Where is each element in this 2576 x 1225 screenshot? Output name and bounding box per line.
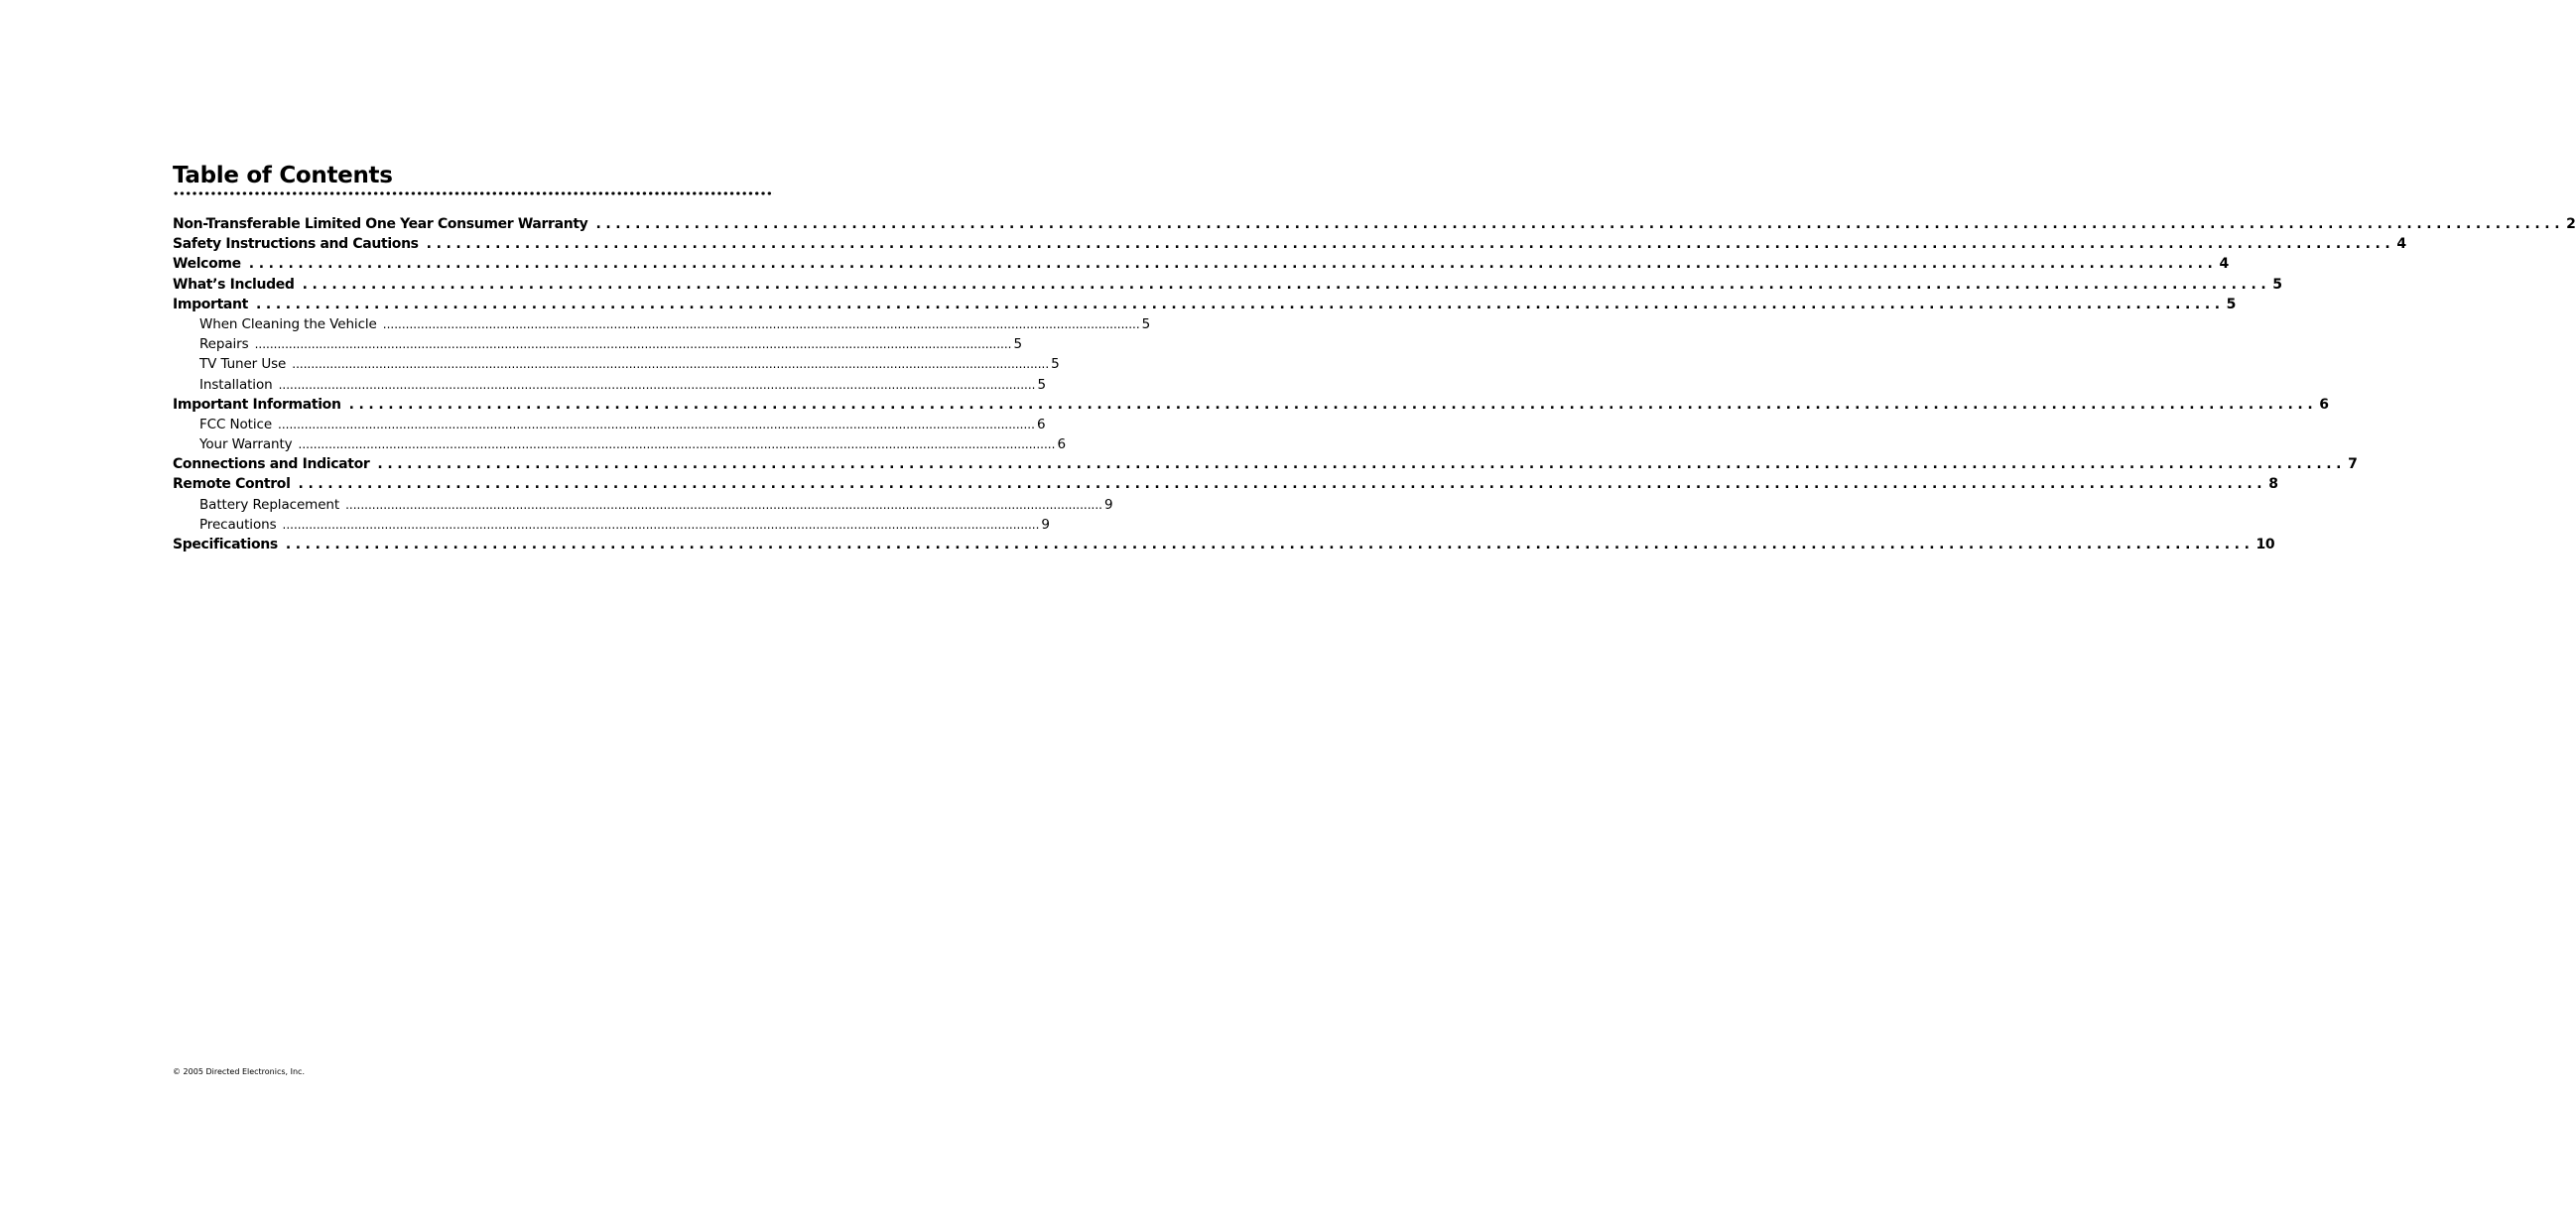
toc-page-number: 6 [1057, 436, 1066, 453]
toc-subentry[interactable] [173, 495, 1113, 515]
toc-entry[interactable] [173, 454, 2358, 474]
toc-subentry[interactable] [173, 415, 1046, 434]
toc-entry-label: Specifications [173, 537, 278, 552]
toc-page-number: 10 [2255, 537, 2275, 552]
toc-entry[interactable] [173, 214, 2576, 234]
toc-entry-label: Precautions [199, 516, 277, 533]
toc-page-number: 5 [1013, 336, 1022, 353]
toc-page-number: 9 [1041, 516, 1050, 533]
toc-dot-leader: ........................................................................................................................................................................................................ [377, 456, 2347, 473]
toc-dot-leader: ........................................................................................................................................................................................................ [292, 357, 1050, 372]
toc-subentry[interactable] [173, 375, 1046, 395]
toc-entry-label: Remote Control [173, 476, 291, 493]
title-dotted-rule [173, 190, 774, 196]
copyright-footer: © 2005 Directed Electronics, Inc. [173, 1067, 305, 1076]
page-title: Table of Contents [173, 163, 393, 188]
toc-page-number: 7 [2348, 456, 2358, 473]
toc-subentry[interactable] [173, 354, 1060, 374]
toc-page-number: 6 [1036, 416, 1046, 432]
toc-entry-label: Safety Instructions and Cautions [173, 236, 419, 253]
toc-page-number: 6 [2319, 396, 2329, 413]
toc-page-number: 4 [2396, 236, 2406, 253]
toc-dot-leader: ........................................................................................................................................................................................................ [256, 296, 2225, 312]
toc-entry-label: Important [173, 296, 248, 312]
toc-entry-label: Welcome [173, 256, 241, 273]
toc-entry[interactable] [173, 254, 2229, 274]
toc-dot-leader: ........................................................................................................................................................................................................ [298, 476, 2267, 493]
toc-entry-label: When Cleaning the Vehicle [199, 315, 377, 332]
toc-subentry[interactable] [173, 515, 1050, 535]
toc-subentry[interactable] [173, 334, 1022, 354]
toc-entry[interactable] [173, 275, 2282, 295]
toc-entry-label: Battery Replacement [199, 496, 340, 513]
toc-page-number: 9 [1103, 496, 1113, 513]
toc-entry-label: What’s Included [173, 276, 295, 293]
toc-entry[interactable] [173, 474, 2278, 494]
toc-page-number: 5 [2226, 296, 2237, 312]
toc-dot-leader: ........................................................................................................................................................................................................ [426, 236, 2395, 253]
toc-page-number: 8 [2268, 476, 2278, 493]
toc-dot-leader: ........................................................................................................................................................................................................ [278, 417, 1035, 431]
toc-entry[interactable] [173, 395, 2329, 415]
toc-entry-label: Connections and Indicator [173, 456, 370, 473]
toc-dot-leader: ........................................................................................................................................................................................................ [298, 437, 1056, 452]
toc-dot-leader: ........................................................................................................................................................................................................ [278, 377, 1036, 392]
toc-dot-leader: ........................................................................................................................................................................................................ [285, 537, 2254, 552]
toc-dot-leader: ........................................................................................................................................................................................................ [254, 337, 1012, 352]
toc-entry-label: FCC Notice [199, 416, 273, 432]
table-of-contents [173, 214, 2576, 554]
toc-entry[interactable] [173, 295, 2237, 314]
toc-page-number: 2 [2566, 216, 2576, 232]
toc-entry-label: Important Information [173, 396, 341, 413]
toc-subentry[interactable] [173, 434, 1066, 454]
toc-entry-label: Non-Transferable Limited One Year Consumer Warranty [173, 216, 588, 232]
toc-dot-leader: ........................................................................................................................................................................................................ [382, 316, 1140, 331]
toc-page-number: 5 [2272, 276, 2282, 293]
toc-entry-label: Repairs [199, 336, 249, 353]
toc-dot-leader: ........................................................................................................................................................................................................ [348, 396, 2318, 413]
toc-page-number: 5 [1141, 315, 1151, 332]
toc-subentry[interactable] [173, 314, 1151, 334]
toc-dot-leader: ........................................................................................................................................................................................................ [248, 256, 2218, 273]
toc-entry-label: Installation [199, 376, 273, 393]
toc-page-number: 5 [1051, 356, 1060, 373]
toc-page-number: 4 [2219, 256, 2229, 273]
toc-entry[interactable] [173, 234, 2406, 254]
toc-dot-leader: ........................................................................................................................................................................................................ [595, 216, 2565, 232]
toc-entry[interactable] [173, 535, 2275, 554]
toc-dot-leader: ........................................................................................................................................................................................................ [282, 517, 1040, 532]
toc-page-number: 5 [1037, 376, 1046, 393]
toc-entry-label: TV Tuner Use [199, 356, 287, 373]
toc-dot-leader: ........................................................................................................................................................................................................ [345, 497, 1102, 512]
toc-entry-label: Your Warranty [199, 436, 293, 453]
toc-dot-leader: ........................................................................................................................................................................................................ [302, 276, 2271, 293]
